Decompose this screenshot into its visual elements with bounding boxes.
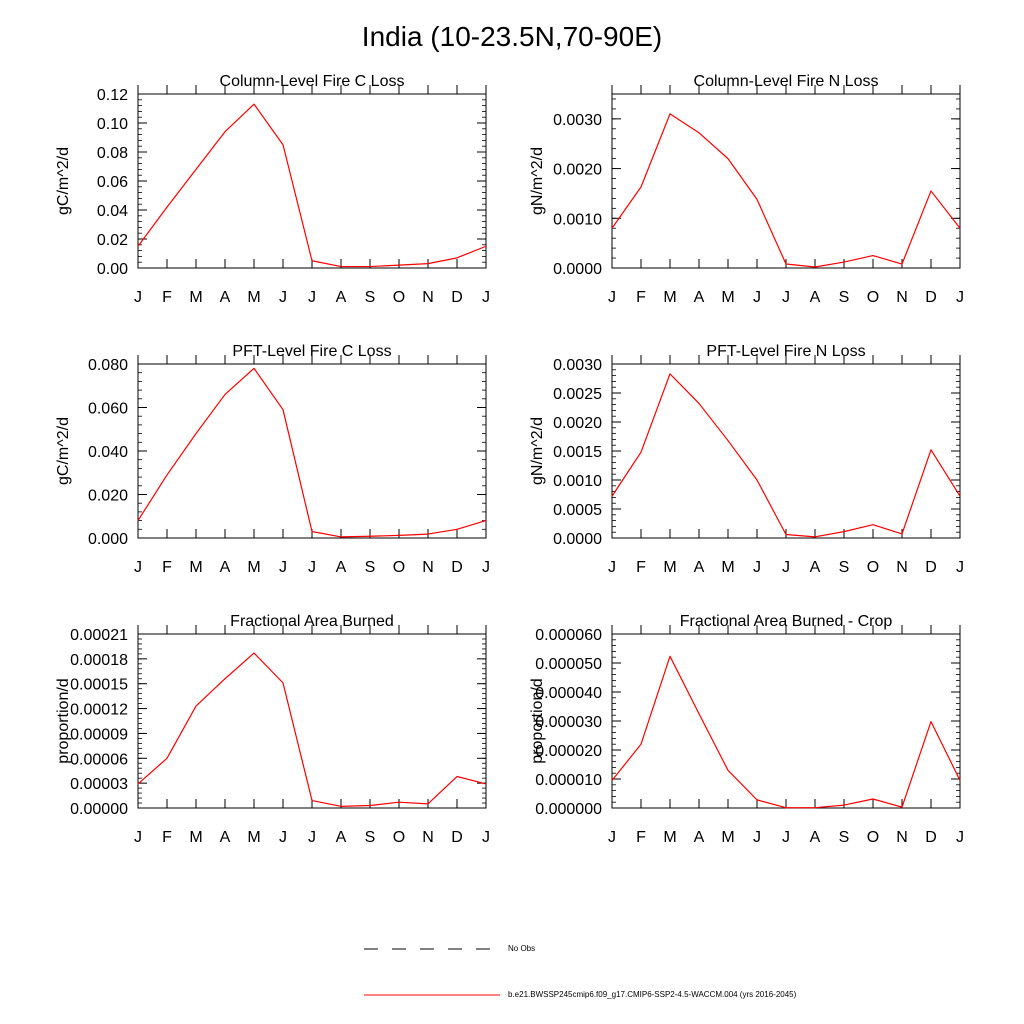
y-tick-label: 0.020 bbox=[87, 487, 128, 505]
x-tick-label: F bbox=[636, 559, 646, 576]
y-tick-label: 0.0020 bbox=[553, 415, 602, 432]
x-tick-label: J bbox=[782, 289, 790, 306]
x-tick-label: O bbox=[392, 559, 406, 576]
x-tick-label: M bbox=[247, 289, 261, 306]
x-tick-label: A bbox=[219, 289, 231, 306]
x-tick-label: J bbox=[279, 289, 287, 306]
y-axis-label: proportion/d bbox=[529, 678, 546, 764]
x-tick-label: A bbox=[335, 829, 347, 846]
y-tick-label: 0.00006 bbox=[70, 751, 128, 769]
x-tick-label: J bbox=[956, 289, 964, 306]
y-tick-label: 0.000000 bbox=[535, 801, 602, 818]
y-tick-label: 0.0005 bbox=[553, 502, 602, 519]
y-axis-label: gN/m^2/d bbox=[529, 417, 546, 485]
x-tick-label: N bbox=[422, 559, 434, 576]
y-tick-label: 0.0010 bbox=[553, 211, 602, 229]
y-tick-label: 0.12 bbox=[96, 87, 128, 104]
x-tick-label: F bbox=[162, 289, 172, 306]
y-axis-label: gN/m^2/d bbox=[529, 147, 546, 215]
y-tick-label: 0.10 bbox=[96, 116, 128, 133]
x-tick-label: J bbox=[482, 829, 490, 846]
x-tick-label: O bbox=[392, 829, 406, 846]
x-tick-label: S bbox=[838, 829, 850, 846]
x-tick-label: J bbox=[134, 829, 142, 846]
y-tick-label: 0.0010 bbox=[553, 473, 602, 490]
y-tick-label: 0.000060 bbox=[535, 627, 602, 644]
y-tick-label: 0.00015 bbox=[70, 676, 128, 694]
x-tick-label: D bbox=[925, 289, 937, 306]
x-tick-label: A bbox=[335, 559, 347, 576]
x-tick-label: N bbox=[422, 829, 434, 846]
x-tick-label: A bbox=[219, 559, 231, 576]
x-tick-label: O bbox=[866, 829, 880, 846]
y-tick-label: 0.02 bbox=[96, 232, 128, 249]
x-tick-label: J bbox=[608, 289, 616, 306]
x-tick-label: A bbox=[219, 829, 231, 846]
x-tick-label: O bbox=[866, 559, 880, 576]
x-tick-label: J bbox=[608, 829, 616, 846]
x-tick-label: D bbox=[925, 829, 937, 846]
x-tick-label: M bbox=[721, 559, 735, 576]
x-tick-label: S bbox=[364, 829, 376, 846]
x-tick-label: O bbox=[866, 289, 880, 306]
x-tick-label: J bbox=[279, 829, 287, 846]
x-tick-label: M bbox=[663, 559, 677, 576]
y-tick-label: 0.0030 bbox=[553, 111, 602, 129]
panel-title: PFT-Level Fire N Loss bbox=[706, 343, 866, 360]
x-tick-label: J bbox=[308, 829, 316, 846]
x-tick-label: A bbox=[693, 559, 705, 576]
y-axis-label: gC/m^2/d bbox=[55, 417, 72, 485]
series-line-model bbox=[138, 104, 486, 266]
panel-title: Column-Level Fire C Loss bbox=[219, 73, 405, 90]
x-tick-label: O bbox=[392, 289, 406, 306]
x-tick-label: J bbox=[608, 559, 616, 576]
series-line-model bbox=[612, 374, 960, 537]
x-tick-label: A bbox=[335, 289, 347, 306]
x-tick-label: J bbox=[134, 559, 142, 576]
x-tick-label: J bbox=[753, 829, 761, 846]
y-tick-label: 0.00003 bbox=[70, 776, 128, 794]
x-tick-label: D bbox=[451, 829, 463, 846]
y-tick-label: 0.0015 bbox=[553, 444, 602, 461]
y-tick-label: 0.00021 bbox=[70, 627, 128, 644]
x-tick-label: A bbox=[809, 829, 821, 846]
y-tick-label: 0.06 bbox=[96, 174, 128, 191]
panel-title: Fractional Area Burned bbox=[230, 613, 394, 630]
x-tick-label: D bbox=[451, 559, 463, 576]
y-tick-label: 0.060 bbox=[87, 400, 128, 418]
x-tick-label: S bbox=[838, 289, 850, 306]
series-line-model bbox=[138, 368, 486, 537]
x-tick-label: M bbox=[663, 289, 677, 306]
x-tick-label: N bbox=[422, 289, 434, 306]
x-tick-label: N bbox=[896, 289, 908, 306]
series-line-model bbox=[612, 114, 960, 267]
chart-panel-5 bbox=[55, 613, 490, 846]
x-tick-label: J bbox=[482, 289, 490, 306]
x-tick-label: J bbox=[956, 829, 964, 846]
chart-panel-4 bbox=[529, 343, 964, 576]
y-tick-label: 0.080 bbox=[87, 357, 128, 374]
x-tick-label: F bbox=[162, 829, 172, 846]
x-tick-label: M bbox=[189, 559, 203, 576]
x-tick-label: F bbox=[162, 559, 172, 576]
x-tick-label: M bbox=[247, 829, 261, 846]
x-tick-label: M bbox=[721, 829, 735, 846]
y-tick-label: 0.0020 bbox=[553, 161, 602, 179]
chart-panel-6 bbox=[529, 613, 964, 846]
x-tick-label: J bbox=[956, 559, 964, 576]
y-tick-label: 0.0000 bbox=[553, 531, 602, 548]
y-tick-label: 0.00009 bbox=[70, 726, 128, 744]
x-tick-label: M bbox=[189, 289, 203, 306]
x-tick-label: D bbox=[925, 559, 937, 576]
legend-model-label: b.e21.BWSSP245cmip6.f09_g17.CMIP6-SSP2-4.5-WACCM.004 (yrs 2016-2045) bbox=[508, 990, 797, 999]
y-tick-label: 0.000 bbox=[87, 531, 128, 548]
x-tick-label: A bbox=[693, 289, 705, 306]
x-tick-label: M bbox=[721, 289, 735, 306]
x-tick-label: M bbox=[247, 559, 261, 576]
chart-panel-3 bbox=[55, 343, 490, 576]
x-tick-label: J bbox=[782, 559, 790, 576]
y-tick-label: 0.040 bbox=[87, 444, 128, 461]
x-tick-label: F bbox=[636, 289, 646, 306]
x-tick-label: N bbox=[896, 829, 908, 846]
plot-frame bbox=[138, 364, 486, 538]
y-tick-label: 0.0025 bbox=[553, 386, 602, 403]
legend-obs-label: No Obs bbox=[508, 944, 536, 953]
x-tick-label: J bbox=[753, 559, 761, 576]
x-tick-label: M bbox=[189, 829, 203, 846]
x-tick-label: A bbox=[809, 289, 821, 306]
series-line-model bbox=[612, 656, 960, 807]
plot-frame bbox=[612, 634, 960, 808]
x-tick-label: D bbox=[451, 289, 463, 306]
y-tick-label: 0.0000 bbox=[553, 261, 602, 278]
y-tick-label: 0.04 bbox=[96, 203, 128, 220]
x-tick-label: M bbox=[663, 829, 677, 846]
x-tick-label: S bbox=[364, 289, 376, 306]
figure-title: India (10-23.5N,70-90E) bbox=[361, 21, 663, 52]
y-tick-label: 0.000040 bbox=[535, 685, 602, 702]
x-tick-label: J bbox=[279, 559, 287, 576]
x-tick-label: J bbox=[482, 559, 490, 576]
y-tick-label: 0.000020 bbox=[535, 743, 602, 760]
x-tick-label: J bbox=[753, 289, 761, 306]
y-tick-label: 0.000030 bbox=[535, 714, 602, 731]
y-tick-label: 0.00012 bbox=[70, 701, 128, 719]
x-tick-label: S bbox=[364, 559, 376, 576]
chart-panel-2 bbox=[529, 73, 964, 306]
x-tick-label: A bbox=[693, 829, 705, 846]
plot-frame bbox=[138, 94, 486, 268]
chart-panel-1 bbox=[55, 73, 490, 306]
x-tick-label: F bbox=[636, 829, 646, 846]
panel-title: Column-Level Fire N Loss bbox=[693, 73, 879, 90]
x-tick-label: N bbox=[896, 559, 908, 576]
y-tick-label: 0.00000 bbox=[70, 801, 128, 818]
y-axis-label: gC/m^2/d bbox=[55, 147, 72, 215]
y-tick-label: 0.000050 bbox=[535, 656, 602, 673]
x-tick-label: J bbox=[134, 289, 142, 306]
x-tick-label: J bbox=[782, 829, 790, 846]
y-axis-label: proportion/d bbox=[55, 678, 72, 764]
y-tick-label: 0.000010 bbox=[535, 772, 602, 789]
series-line-model bbox=[138, 653, 486, 806]
panel-title: Fractional Area Burned - Crop bbox=[679, 613, 893, 630]
y-tick-label: 0.00018 bbox=[70, 651, 128, 669]
y-tick-label: 0.00 bbox=[96, 261, 128, 278]
x-tick-label: S bbox=[838, 559, 850, 576]
plot-frame bbox=[612, 94, 960, 268]
x-tick-label: J bbox=[308, 559, 316, 576]
panel-title: PFT-Level Fire C Loss bbox=[232, 343, 392, 360]
y-tick-label: 0.08 bbox=[96, 145, 128, 162]
x-tick-label: J bbox=[308, 289, 316, 306]
x-tick-label: A bbox=[809, 559, 821, 576]
plot-frame bbox=[138, 634, 486, 808]
y-tick-label: 0.0030 bbox=[553, 357, 602, 374]
